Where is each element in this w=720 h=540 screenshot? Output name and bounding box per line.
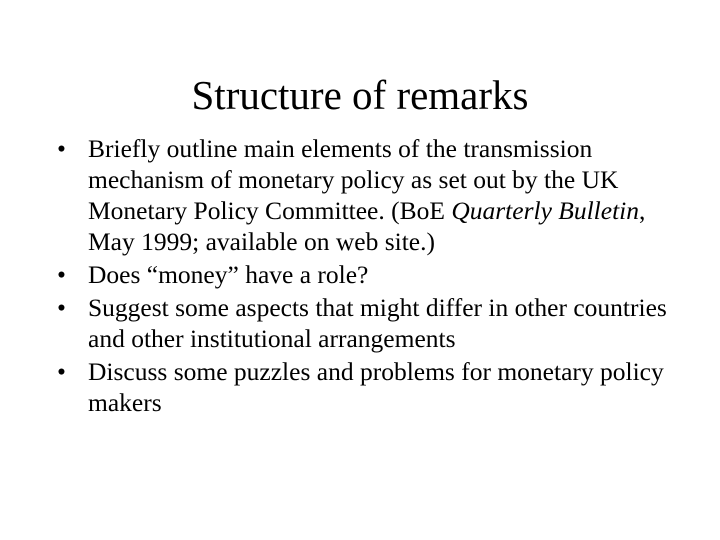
bullet-list	[54, 133, 684, 420]
bullet-item	[54, 292, 684, 354]
bullet-icon: •	[57, 134, 66, 163]
bullet-text: , May 1999; available on web site.)	[88, 196, 646, 256]
bullet-text: Suggest some aspects that might differ in other countries and other institutional arrangements	[88, 293, 667, 353]
slide-title: Structure of remarks	[191, 72, 529, 118]
bullet-item	[54, 133, 684, 257]
bullet-text: Briefly outline main elements of the transmission mechanism of monetary policy as set out by the UK Monetary Policy Committee. (BoE	[88, 134, 619, 225]
bullet-text: Does “money” have a role?	[88, 260, 369, 289]
bullet-icon: •	[57, 357, 66, 386]
bullet-icon: •	[57, 293, 66, 322]
bullet-item	[54, 259, 684, 290]
bullet-item	[54, 356, 684, 418]
bullet-text: Discuss some puzzles and problems for monetary policy makers	[88, 357, 664, 417]
bullet-icon: •	[57, 260, 66, 289]
publication-title: Quarterly Bulletin	[451, 196, 640, 225]
